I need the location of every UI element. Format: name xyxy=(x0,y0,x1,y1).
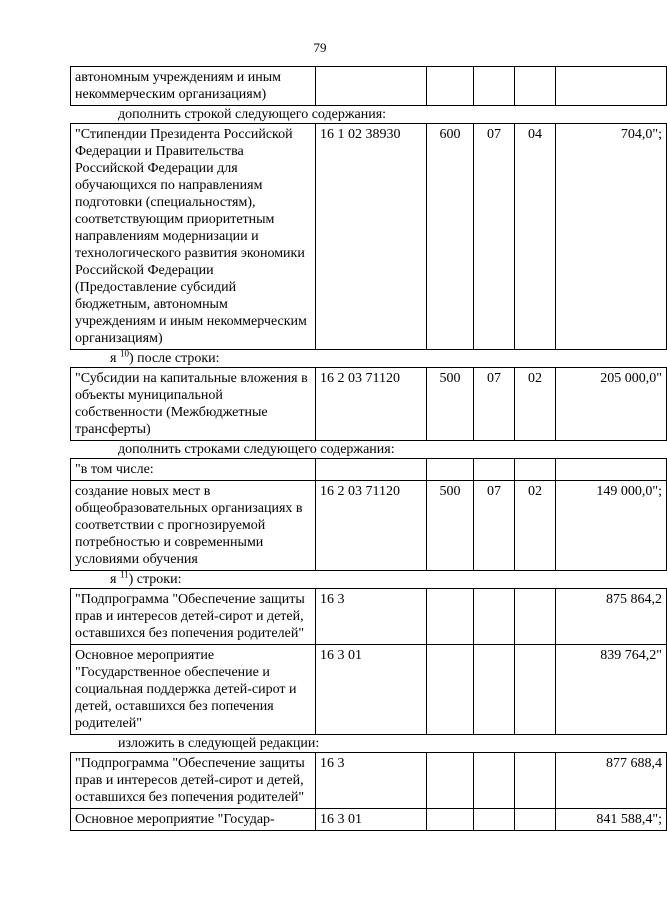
row-pr xyxy=(515,809,556,831)
row-rz xyxy=(474,459,515,481)
row-pr: 04 xyxy=(515,124,556,350)
row-vr: 600 xyxy=(427,124,474,350)
row-pr xyxy=(515,459,556,481)
table-row xyxy=(71,481,667,571)
row-code xyxy=(316,459,427,481)
table-row xyxy=(71,67,667,106)
amendment-instruction xyxy=(70,441,612,458)
row-name: "Субсидии на капитальные вложения в объекты муниципальной собственности (Межбюджетные трансферты) xyxy=(71,368,316,441)
table-row xyxy=(71,753,667,809)
table-row xyxy=(71,809,667,831)
row-code: 16 3 01 xyxy=(316,645,427,735)
row-name: "в том числе: xyxy=(71,459,316,481)
instruction-text: дополнить строкой следующего содержания: xyxy=(118,107,387,122)
row-pr xyxy=(515,67,556,106)
row-vr xyxy=(427,645,474,735)
row-rz: 07 xyxy=(474,481,515,571)
row-sum: 839 764,2" xyxy=(556,645,667,735)
table-row xyxy=(71,459,667,481)
row-pr xyxy=(515,589,556,645)
row-rz xyxy=(474,67,515,106)
row-pr: 02 xyxy=(515,481,556,571)
row-vr xyxy=(427,589,474,645)
row-name: "Подпрограмма "Обеспечение защиты прав и интересов детей-сирот и детей, оставшихся без попечения родителей" xyxy=(71,589,316,645)
row-vr: 500 xyxy=(427,368,474,441)
row-name: Основное мероприятие "Государственное обеспечение и социальная поддержка детей-сирот и детей, оставшихся без попечения родителей" xyxy=(71,645,316,735)
row-code: 16 2 03 71120 xyxy=(316,368,427,441)
row-vr xyxy=(427,67,474,106)
table-row xyxy=(71,645,667,735)
row-rz: 07 xyxy=(474,124,515,350)
row-name: автономным учреждениям и иным некоммерческим организациям) xyxy=(71,67,316,106)
row-code: 16 1 02 38930 xyxy=(316,124,427,350)
row-sum: 205 000,0" xyxy=(556,368,667,441)
row-name: Основное мероприятие "Государ- xyxy=(71,809,316,831)
row-code: 16 3 xyxy=(316,589,427,645)
row-code xyxy=(316,67,427,106)
table-row xyxy=(71,368,667,441)
row-vr xyxy=(427,809,474,831)
budget-table-fragment xyxy=(70,123,667,350)
amendment-instruction xyxy=(70,106,612,123)
row-sum: 875 864,2 xyxy=(556,589,667,645)
instruction-text: ) строки: xyxy=(128,572,182,587)
row-sum: 877 688,4 xyxy=(556,753,667,809)
row-code: 16 3 xyxy=(316,753,427,809)
row-rz: 07 xyxy=(474,368,515,441)
row-pr xyxy=(515,753,556,809)
document-body xyxy=(70,66,662,831)
instruction-prefix: я xyxy=(110,572,120,587)
page-number: 79 xyxy=(313,40,327,55)
row-vr xyxy=(427,753,474,809)
row-sum: 149 000,0"; xyxy=(556,481,667,571)
row-sum xyxy=(556,459,667,481)
row-sum: 841 588,4"; xyxy=(556,809,667,831)
amendment-instruction xyxy=(70,350,612,367)
budget-table-fragment xyxy=(70,367,667,441)
budget-table-fragment xyxy=(70,458,667,571)
row-sum xyxy=(556,67,667,106)
amendment-instruction xyxy=(70,571,612,588)
row-pr: 02 xyxy=(515,368,556,441)
row-code: 16 3 01 xyxy=(316,809,427,831)
footnote-number: 10 xyxy=(119,348,129,359)
table-row xyxy=(71,589,667,645)
row-rz xyxy=(474,589,515,645)
row-rz xyxy=(474,809,515,831)
instruction-text: изложить в следующей редакции: xyxy=(118,736,320,751)
row-sum: 704,0"; xyxy=(556,124,667,350)
row-code: 16 2 03 71120 xyxy=(316,481,427,571)
budget-table-fragment xyxy=(70,66,667,106)
budget-table-fragment xyxy=(70,588,667,735)
row-rz xyxy=(474,753,515,809)
amendment-instruction xyxy=(70,735,612,752)
row-vr: 500 xyxy=(427,481,474,571)
table-row xyxy=(71,124,667,350)
instruction-text: дополнить строками следующего содержания: xyxy=(118,442,395,457)
row-vr xyxy=(427,459,474,481)
row-name: "Стипендии Президента Российской Федерации и Правительства Российской Федерации для обучающихся по направлениям подготовки (специальностям), соответствующим приоритетным направлениям модернизации и технологического развития экономики Российской Федерации (Предоставление субсидий бюджетным, автономным учреждениям и иным некоммерческим организациям) xyxy=(71,124,316,350)
row-name: создание новых мест в общеобразовательных организациях в соответствии с прогнозируемой потребностью и современными условиями обучения xyxy=(71,481,316,571)
row-name: "Подпрограмма "Обеспечение защиты прав и интересов детей-сирот и детей, оставшихся без попечения родителей" xyxy=(71,753,316,809)
instruction-text: ) после строки: xyxy=(128,351,220,366)
row-pr xyxy=(515,645,556,735)
budget-table-fragment xyxy=(70,752,667,831)
footnote-number: 11 xyxy=(119,569,129,580)
row-rz xyxy=(474,645,515,735)
instruction-prefix: я xyxy=(110,351,120,366)
